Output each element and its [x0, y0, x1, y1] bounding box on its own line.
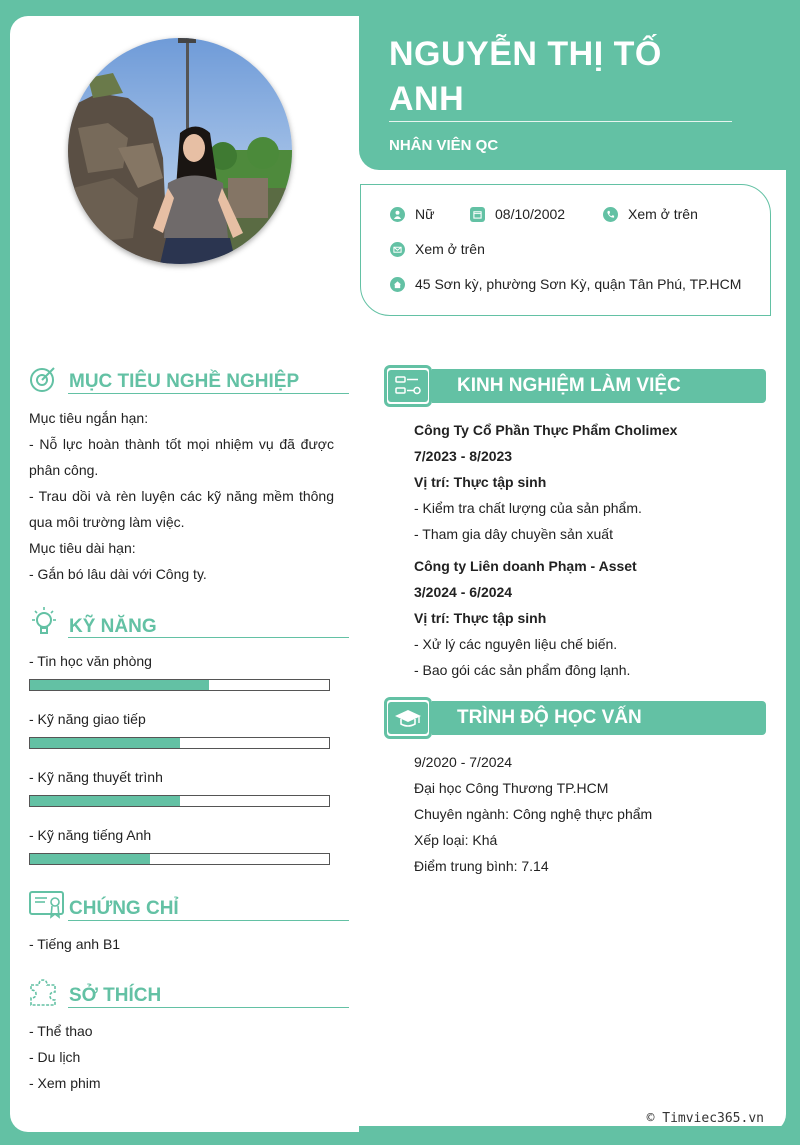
- skills-rule: [68, 637, 349, 638]
- job-task: - Bao gói các sản phẩm đông lạnh.: [414, 662, 631, 678]
- job-role: Vị trí: Thực tập sinh: [414, 474, 547, 490]
- job-role: Vị trí: Thực tập sinh: [414, 610, 547, 626]
- position-title: NHÂN VIÊN QC: [389, 137, 499, 154]
- objective-line: Mục tiêu ngắn hạn:: [29, 410, 149, 426]
- skill-label: - Kỹ năng tiếng Anh: [29, 827, 152, 843]
- name-divider: [389, 121, 732, 122]
- gender-value: Nữ: [415, 206, 435, 222]
- contact-address: [390, 276, 741, 292]
- job-task: - Kiểm tra chất lượng của sản phẩm.: [414, 500, 642, 516]
- name-line-2: ANH: [389, 80, 465, 118]
- lightbulb-icon: [29, 606, 59, 638]
- certificates-rule: [68, 920, 349, 921]
- contact-birthday: [470, 206, 565, 222]
- home-icon: [390, 277, 405, 292]
- objective-line: - Gắn bó lâu dài với Công ty.: [29, 566, 207, 582]
- objective-rule: [68, 393, 349, 394]
- skill-label: - Kỹ năng giao tiếp: [29, 711, 146, 727]
- objective-line: Mục tiêu dài hạn:: [29, 540, 136, 556]
- phone-value: Xem ở trên: [628, 206, 698, 222]
- job-period: 3/2024 - 6/2024: [414, 584, 513, 600]
- target-icon: [29, 365, 57, 393]
- job-company: Công Ty Cổ Phần Thực Phẩm Cholimex: [414, 422, 678, 438]
- education-body: [414, 749, 764, 879]
- experience-title: KINH NGHIỆM LÀM VIỆC: [432, 369, 766, 403]
- calendar-icon: [470, 207, 485, 222]
- avatar-photo: [68, 38, 292, 264]
- skill-bar-fill: [30, 680, 209, 690]
- footer-credit: © Timviec365.vn: [646, 1111, 764, 1126]
- objective-heading: [29, 365, 299, 393]
- skill-bar: [29, 737, 330, 749]
- objective-title: MỤC TIÊU NGHỀ NGHIỆP: [69, 371, 300, 392]
- candidate-name: [389, 32, 749, 122]
- job-company: Công ty Liên doanh Phạm - Asset: [414, 558, 637, 574]
- certificate-item: - Tiếng anh B1: [29, 936, 121, 952]
- skill-bar-fill: [30, 796, 180, 806]
- hobby-item: - Xem phim: [29, 1075, 101, 1091]
- phone-icon: [603, 207, 618, 222]
- skill-bar-fill: [30, 854, 150, 864]
- contact-phone: [603, 206, 698, 222]
- email-value: Xem ở trên: [415, 241, 485, 257]
- objective-line: - Trau dồi và rèn luyện các kỹ năng mềm thông qua môi trường làm việc.: [29, 488, 334, 530]
- education-line: Xếp loại: Khá: [414, 832, 498, 848]
- skill-label: - Kỹ năng thuyết trình: [29, 769, 163, 785]
- skill-bar-fill: [30, 738, 180, 748]
- certificates-title: CHỨNG CHỈ: [69, 898, 179, 919]
- hobbies-heading: [29, 977, 161, 1007]
- skills-heading: [29, 606, 157, 638]
- education-title: TRÌNH ĐỘ HỌC VẤN: [432, 701, 766, 735]
- hobby-item: - Du lịch: [29, 1049, 81, 1065]
- objective-body: [29, 405, 334, 587]
- experience-icon-box: [384, 365, 432, 407]
- skill-bar: [29, 679, 330, 691]
- contact-gender: [390, 206, 434, 222]
- hobby-item: - Thể thao: [29, 1023, 93, 1039]
- job-task: - Tham gia dây chuyền sản xuất: [414, 526, 613, 542]
- name-line-1: NGUYỄN THỊ TỐ: [389, 35, 662, 73]
- education-icon-box: [384, 697, 432, 739]
- skill-bar: [29, 853, 330, 865]
- birthday-value: 08/10/2002: [495, 206, 566, 222]
- email-icon: [390, 242, 405, 257]
- education-line: 9/2020 - 7/2024: [414, 754, 513, 770]
- job-period: 7/2023 - 8/2023: [414, 448, 513, 464]
- certificate-icon: [29, 890, 65, 920]
- bottom-border: [359, 1126, 800, 1145]
- skill-bar: [29, 795, 330, 807]
- skills-title: KỸ NĂNG: [69, 616, 157, 637]
- certificates-heading: [29, 890, 179, 920]
- experience-body: [414, 417, 764, 683]
- education-line: Đại học Công Thương TP.HCM: [414, 780, 609, 796]
- right-border: [786, 0, 800, 1145]
- skill-label: - Tin học văn phòng: [29, 653, 152, 669]
- puzzle-icon: [29, 977, 59, 1007]
- job-task: - Xử lý các nguyên liệu chế biến.: [414, 636, 618, 652]
- education-line: Chuyên ngành: Công nghệ thực phẩm: [414, 806, 653, 822]
- education-line: Điểm trung bình: 7.14: [414, 858, 549, 874]
- hobbies-rule: [68, 1007, 349, 1008]
- hobbies-list: [29, 1018, 101, 1096]
- workflow-icon: [394, 375, 422, 397]
- contact-email: [390, 241, 485, 257]
- person-icon: [390, 207, 405, 222]
- hobbies-title: SỞ THÍCH: [69, 985, 162, 1006]
- objective-line: - Nỗ lực hoàn thành tốt mọi nhiệm vụ đã được phân công.: [29, 436, 334, 478]
- address-value: 45 Sơn kỳ, phường Sơn Kỳ, quận Tân Phú, TP.HCM: [415, 276, 742, 292]
- graduation-cap-icon: [394, 707, 422, 729]
